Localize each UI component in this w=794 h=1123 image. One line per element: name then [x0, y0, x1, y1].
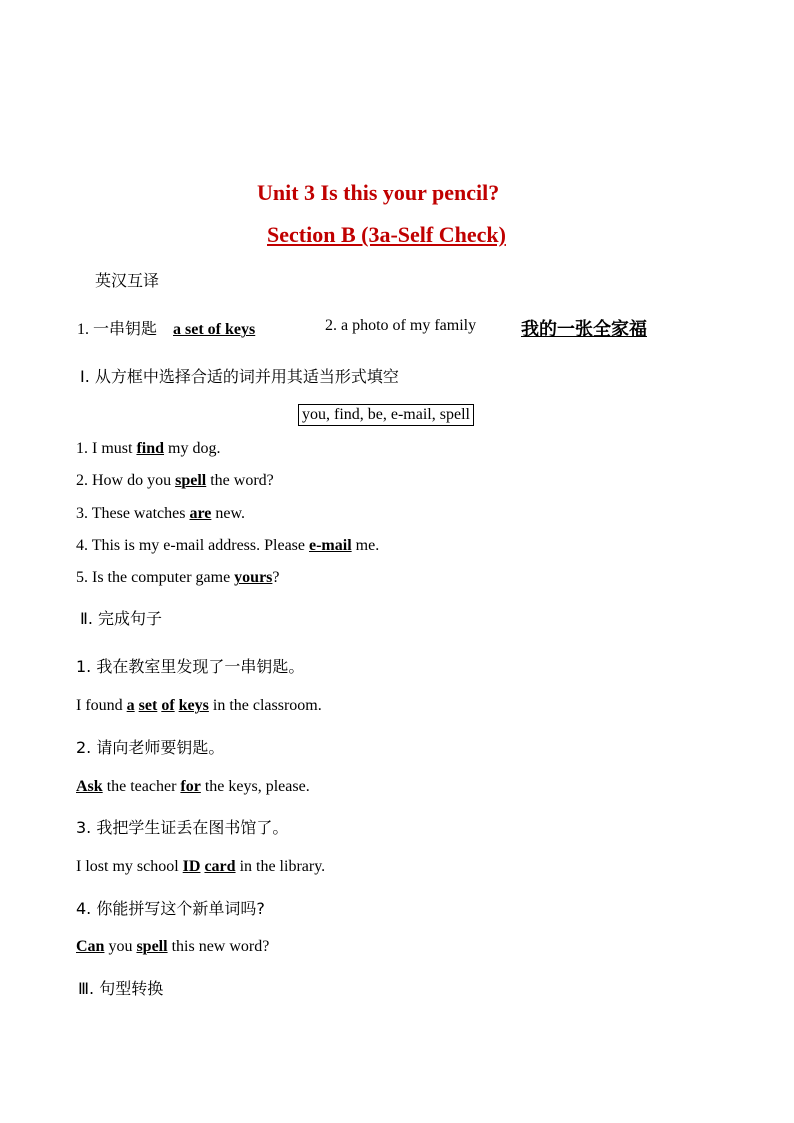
part1-item-1: [76, 440, 220, 458]
part2-heading: Ⅱ. 完成句子: [80, 609, 163, 628]
part3-heading: Ⅲ. 句型转换: [78, 979, 164, 998]
item-text: 2. How do you: [76, 472, 176, 489]
item-answer: spell: [175, 472, 207, 489]
unit-title: Unit 3 Is this your pencil?: [257, 180, 500, 205]
translation-item-2-answer: 我的一张全家福: [521, 319, 647, 340]
sentence-text: I lost my school: [76, 858, 183, 875]
answer-word: of: [161, 697, 175, 714]
part2-q3-en: [76, 858, 325, 876]
part2-q4-en: [76, 938, 269, 956]
answer-word: for: [180, 778, 201, 795]
answer-word: set: [138, 697, 158, 714]
part2-q3-cn: 3. 我把学生证丢在图书馆了。: [76, 818, 289, 837]
answer-word: card: [204, 858, 236, 875]
item-answer: find: [136, 440, 165, 457]
item-text: new.: [211, 505, 245, 522]
item-text: my dog.: [164, 440, 221, 457]
answer-word: Ask: [76, 778, 103, 795]
answer-word: spell: [136, 938, 168, 955]
item-text: the word?: [206, 472, 274, 489]
answer-word: a: [126, 697, 135, 714]
part2-q1-cn: 1. 我在教室里发现了一串钥匙。: [76, 657, 305, 676]
item-text: 5. Is the computer game: [76, 569, 235, 586]
part2-q4-cn: 4. 你能拼写这个新单词吗?: [76, 899, 265, 918]
part2-q1-en: [76, 697, 322, 715]
part1-item-4: [76, 537, 379, 555]
item-text: ?: [272, 569, 280, 586]
sentence-text: in the classroom.: [208, 697, 322, 714]
answer-word: ID: [182, 858, 201, 875]
part2-q2-cn: 2. 请向老师要钥匙。: [76, 738, 225, 757]
item-text: 3. These watches: [76, 505, 190, 522]
answer-word: keys: [178, 697, 209, 714]
item-text: me.: [351, 537, 380, 554]
item-text: 1. I must: [76, 440, 137, 457]
sentence-text: the teacher: [102, 778, 181, 795]
sentence-text: in the library.: [235, 858, 326, 875]
sentence-text: you: [104, 938, 137, 955]
item-prompt: 一串钥匙: [93, 319, 158, 338]
part1-item-5: [76, 569, 280, 587]
item-answer: e-mail: [309, 537, 352, 554]
word-box: you, find, be, e-mail, spell: [298, 404, 474, 426]
translation-item-1: [77, 316, 255, 339]
item-answer: a set of keys: [173, 321, 256, 338]
item-answer: yours: [234, 569, 273, 586]
item-answer: are: [189, 505, 212, 522]
answer-word: Can: [76, 938, 105, 955]
part2-q2-en: [76, 778, 310, 796]
part1-item-2: [76, 472, 274, 490]
part1-item-3: [76, 505, 245, 523]
section-title: Section B (3a-Self Check): [267, 222, 506, 247]
item-text: 4. This is my e-mail address. Please: [76, 537, 309, 554]
sentence-text: this new word?: [167, 938, 270, 955]
sentence-text: I found: [76, 697, 127, 714]
sentence-text: the keys, please.: [200, 778, 310, 795]
translation-item-2-prompt: 2. a photo of my family: [325, 317, 477, 334]
part1-heading: Ⅰ. 从方框中选择合适的词并用其适当形式填空: [80, 367, 399, 386]
translation-heading: 英汉互译: [95, 271, 160, 290]
item-number: 1.: [77, 321, 89, 338]
